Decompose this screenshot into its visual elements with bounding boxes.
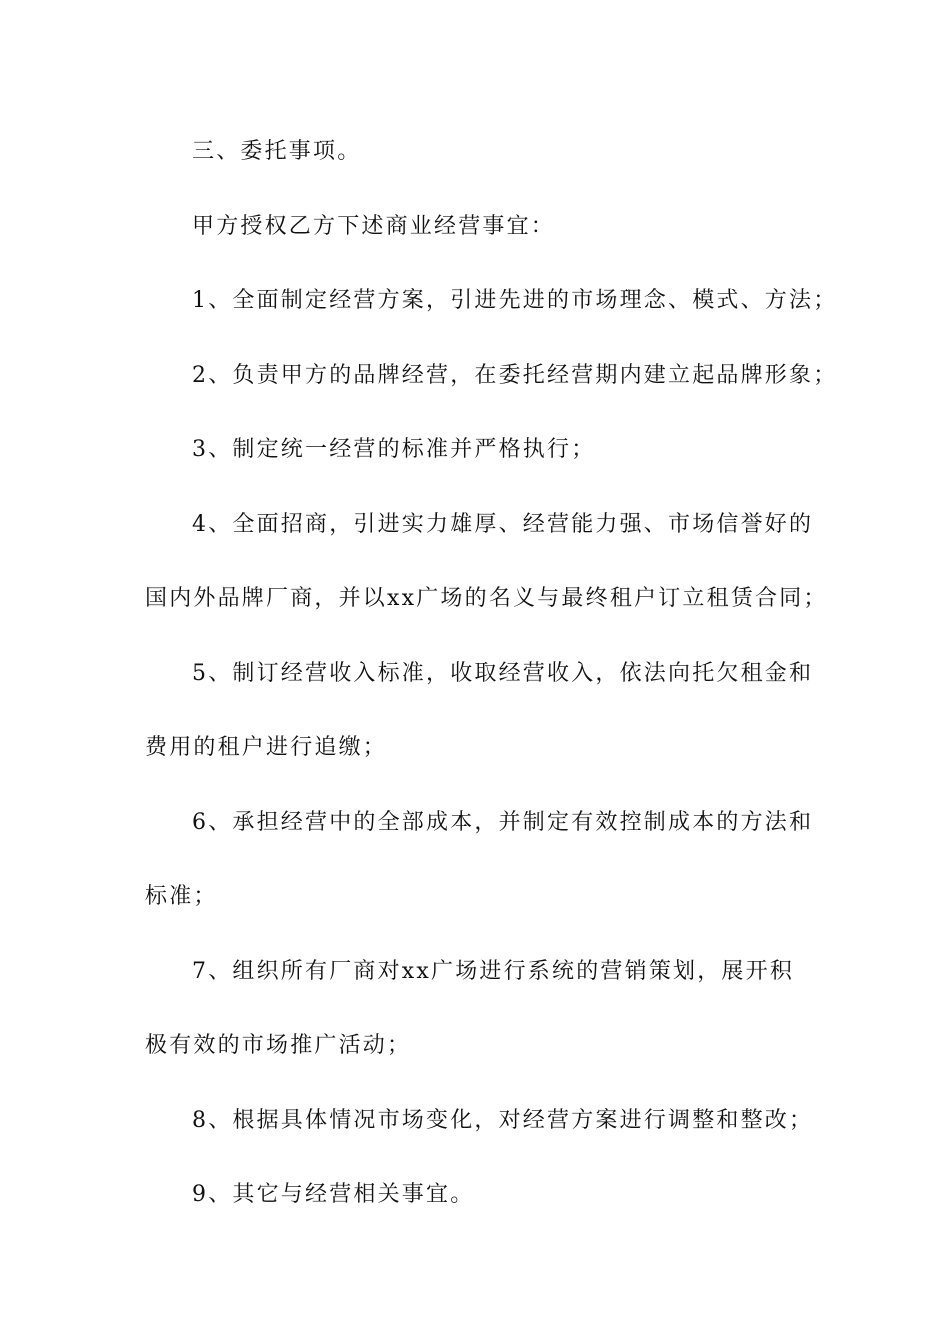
item-7-line-1: 7、组织所有厂商对xx广场进行系统的营销策划，展开积: [192, 959, 795, 984]
item-6-line-2: 标准；: [145, 884, 218, 909]
section-heading: 三、委托事项。: [192, 139, 362, 164]
item-4-line-1: 4、全面招商，引进实力雄厚、经营能力强、市场信誉好的: [192, 512, 814, 537]
item-4-line-2: 国内外品牌厂商，并以xx广场的名义与最终租户订立租赁合同；: [145, 586, 828, 611]
item-5-line-1: 5、制订经营收入标准，收取经营收入，依法向托欠租金和: [192, 661, 814, 686]
item-3: 3、制定统一经营的标准并严格执行；: [192, 437, 596, 462]
item-5-line-2: 费用的租户进行追缴；: [145, 735, 388, 760]
item-1: 1、全面制定经营方案，引进先进的市场理念、模式、方法；: [192, 288, 838, 313]
item-9: 9、其它与经营相关事宜。: [192, 1182, 475, 1207]
item-6-line-1: 6、承担经营中的全部成本，并制定有效控制成本的方法和: [192, 810, 814, 835]
item-7-line-2: 极有效的市场推广活动；: [145, 1033, 412, 1058]
intro-paragraph: 甲方授权乙方下述商业经营事宜：: [192, 214, 556, 239]
item-8: 8、根据具体情况市场变化，对经营方案进行调整和整改；: [192, 1108, 814, 1133]
item-2: 2、负责甲方的品牌经营，在委托经营期内建立起品牌形象；: [192, 363, 838, 388]
